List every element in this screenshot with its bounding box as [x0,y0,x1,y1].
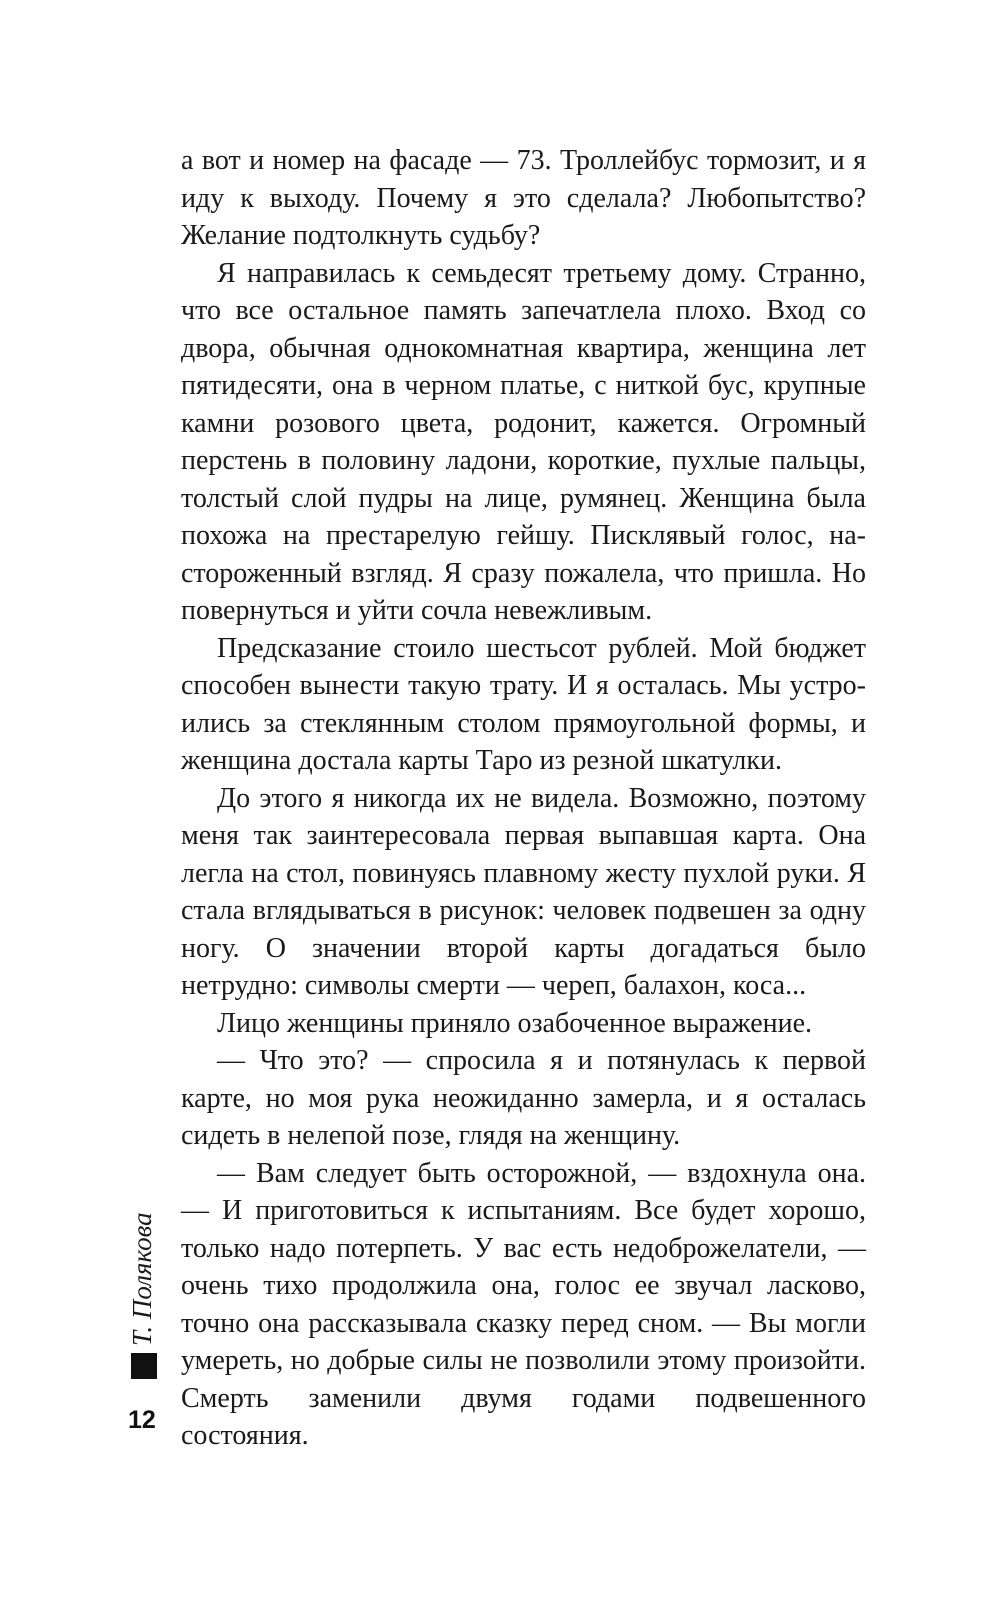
paragraph-6: — Что это? — спросила я и потянулась к первой карте, но моя рука неожиданно замерла, и я осталась сидеть в нелепой позе, глядя на женщину. [181,1045,866,1151]
body-text [181,142,866,1455]
section-marker-square [131,1353,157,1379]
paragraph-7: — Вам следует быть осторожной, — вздохнула она. — И приготовиться к испытаниям. Все будет хорошо, только надо потерпеть. У вас есть недоброжелатели, — очень тихо продолжила она, голос ее звучал ласково, точно она рассказывала сказку перед сном. — Вы могли умереть, но добрые силы не позволили этому произойти. Смерть заменили двумя годами подвешенного состояния. [181,1157,866,1451]
paragraph-4: До этого я никогда их не видела. Возможно, поэтому меня так заинтересовала первая выпавшая карта. Она легла на стол, повинуясь плавному жесту пухлой руки. Я стала вглядываться в рисунок: человек подвешен за одну ногу. О значении второй карты догадаться было нетрудно: символы смерти — череп, балахон, коса... [181,782,866,1001]
page-number: 12 [128,1406,156,1434]
paragraph-3: Предсказание стоило шестьсот рублей. Мой бюджет способен вынести такую трату. И я осталась. Мы устроились за стеклянным столом прямоугольной формы, и женщина достала карты Таро из резной шкатулки. [181,632,866,776]
running-header-author: Т. Полякова [127,1212,157,1346]
paragraph-1: а вот и номер на фасаде — 73. Троллейбус тормозит, и я иду к выходу. Почему я это сделала? Любопытство? Желание подтолкнуть судьбу? [181,145,866,251]
paragraph-2: Я направилась к семьдесят третьему дому. Странно, что все остальное память запечатлела плохо. Вход со двора, обычная однокомнатная квартира, женщина лет пятидесяти, она в черном платье, с ниткой бус, крупные камни розового цвета, родонит, кажется. Огромный перстень в половину ладони, короткие, пухлые пальцы, толстый слой пудры на лице, румянец. Женщина была похожа на престарелую гейшу. Писклявый голос, настороженный взгляд. Я сразу пожалела, что пришла. Но повернуться и уйти сочла невежливым. [181,257,866,626]
paragraph-5: Лицо женщины приняло озабоченное выражение. [217,1007,813,1039]
